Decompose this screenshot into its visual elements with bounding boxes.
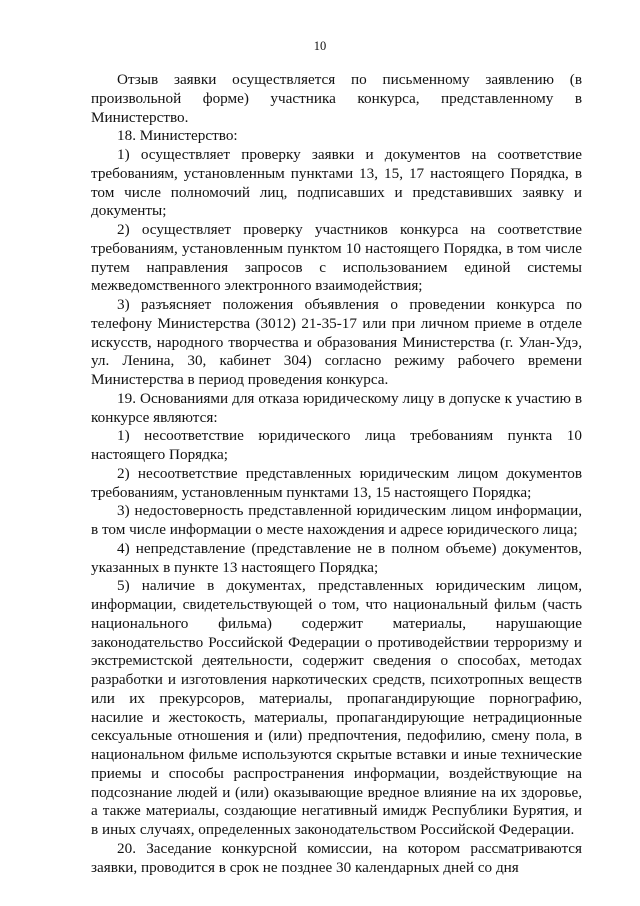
paragraph-withdrawal: Отзыв заявки осуществляется по письменному заявлению (в произвольной форме) участника конкурса, представленному в Министерство.: [91, 71, 582, 126]
paragraph-19-item-5: 5) наличие в документах, представленных юридическим лицом, информации, свидетельствующей о том, что национальный фильм (часть национального фильма) содержит материалы, нарушающие законодательство Российской Федерации о противодействии терроризму и экстремистской деятельности, содержит сведения о способах, методах разработки и изготовления наркотических средств, психотропных веществ или их прекурсоров, материалы, пропагандирующие порнографию, насилие и жестокость, материалы, пропагандирующие нетрадиционные сексуальные отношения и (или) предпочтения, педофилию, смену пола, в национальном фильме используются скрытые вставки и иные технические приемы и способы распространения информации, воздействующие на подсознание людей и (или) оказывающие вредное влияние на их здоровье, а также материалы, создающие негативный имидж Республики Бурятия, и в иных случаях, определенных законодательством Российской Федерации.: [91, 577, 582, 838]
paragraph-20: 20. Заседание конкурсной комиссии, на котором рассматриваются заявки, проводится в срок не позднее 30 календарных дней со дня: [91, 839, 582, 876]
paragraph-19-item-4: 4) непредставление (представление не в полном объеме) документов, указанных в пункте 13 настоящего Порядка;: [91, 539, 582, 576]
paragraph-18-item-3: 3) разъясняет положения объявления о проведении конкурса по телефону Министерства (3012) 21-35-17 или при личном приеме в отделе искусств, народного творчества и образования Министерства (г. Улан-Удэ, ул. Ленина, 30, кабинет 304) согласно режиму рабочего времени Министерства в период проведения конкурса.: [91, 296, 582, 388]
paragraph-18-heading: 18. Министерство:: [117, 127, 238, 145]
paragraph-19-item-1: 1) несоответствие юридического лица требованиям пункта 10 настоящего Порядка;: [91, 427, 582, 463]
paragraph-18-item-1: 1) осуществляет проверку заявки и документов на соответствие требованиям, установленным пунктами 13, 15, 17 настоящего Порядка, в том числе полномочий лиц, подписавших и представивших заявку и документы;: [91, 146, 582, 220]
paragraph-18-item-2: 2) осуществляет проверку участников конкурса на соответствие требованиям, установленным пунктом 10 настоящего Порядка, в том числе путем направления запросов с использованием единой системы межведомственного электронного взаимодействия;: [91, 221, 582, 295]
document-body: [91, 71, 582, 877]
paragraph-19-item-3: 3) недостоверность представленной юридическим лицом информации, в том числе информации о месте нахождения и адресе юридического лица;: [91, 502, 582, 538]
page-number: 10: [313, 39, 327, 53]
paragraph-19-item-2: 2) несоответствие представленных юридическим лицом документов требованиям, установленным пунктами 13, 15 настоящего Порядка;: [91, 464, 582, 501]
paragraph-19-heading: 19. Основаниями для отказа юридическому лицу в допуске к участию в конкурсе являются:: [91, 389, 582, 426]
